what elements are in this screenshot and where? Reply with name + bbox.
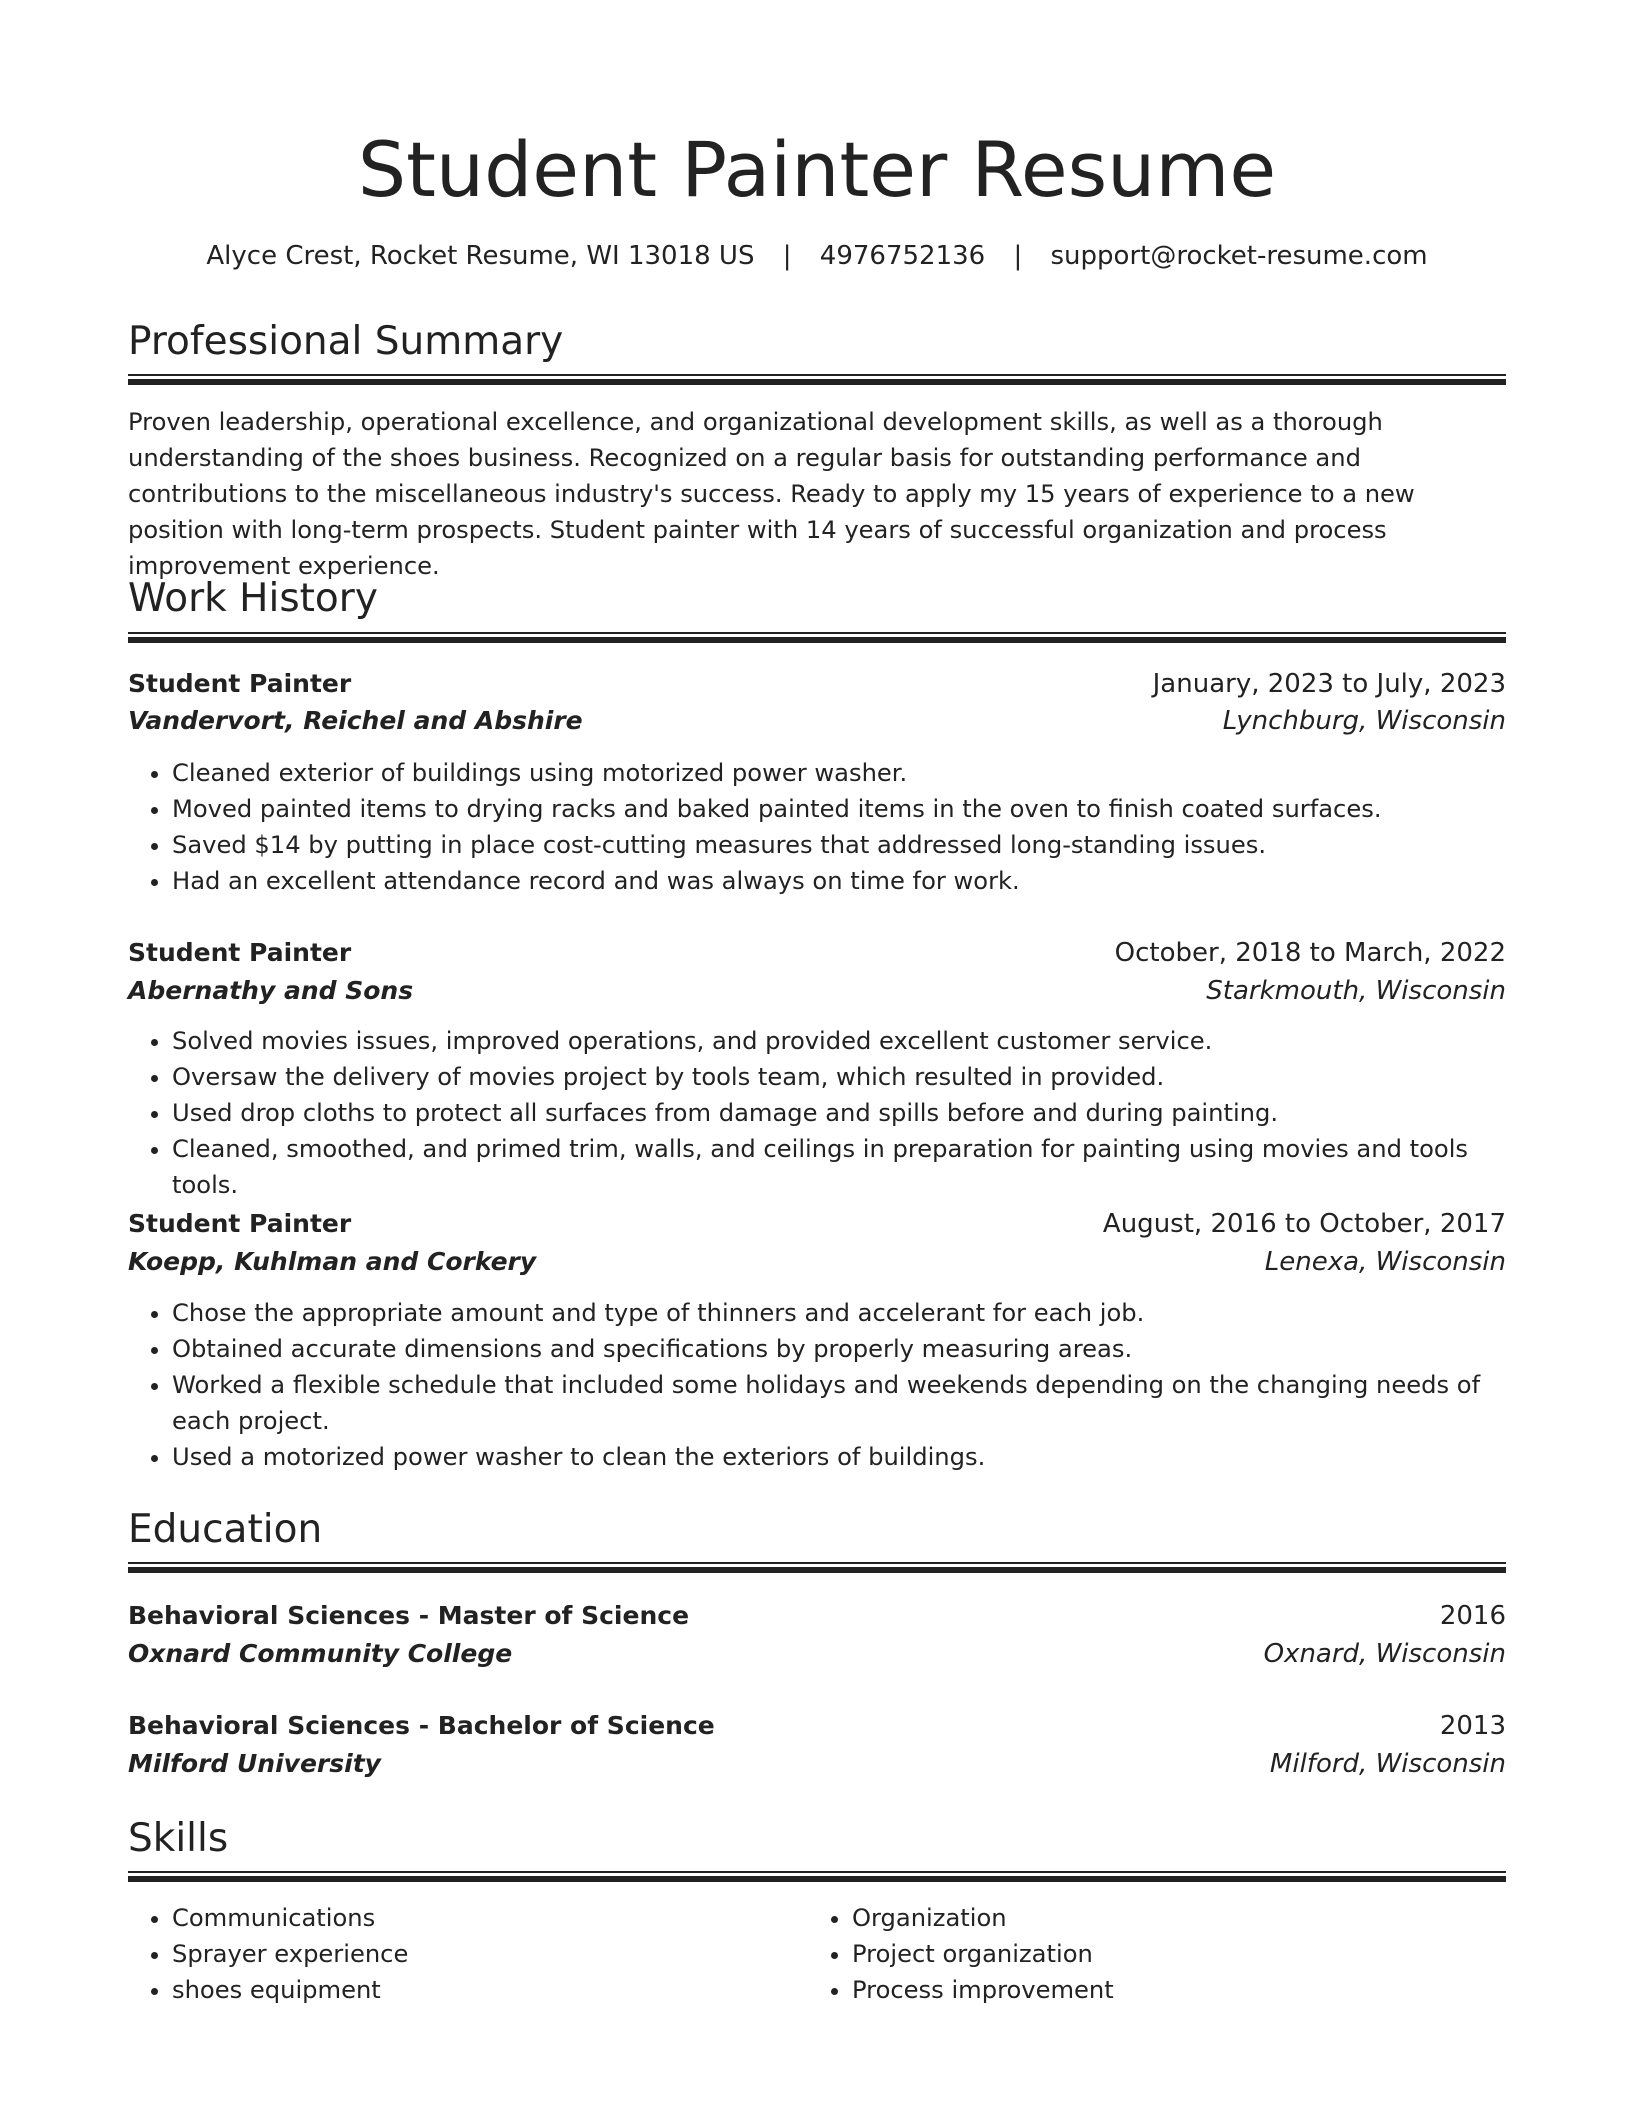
contact-separator: | <box>782 241 792 271</box>
education-degree: Behavioral Sciences - Bachelor of Science <box>128 1711 715 1740</box>
skill-item: • Organization <box>852 1900 1488 1936</box>
resume-title: Student Painter Resume <box>357 125 1277 214</box>
education-header <box>128 1597 1506 1635</box>
job-dates: October, 2018 to March, 2022 <box>1114 938 1506 968</box>
job-location: Starkmouth, Wisconsin <box>1206 976 1506 1006</box>
job-title: Student Painter <box>128 669 352 698</box>
job-company: Abernathy and Sons <box>128 976 414 1005</box>
list-item: • Saved $14 by putting in place cost-cutting measures that addressed long-standing issues. <box>172 827 1506 863</box>
list-item: • Moved painted items to drying racks and baked painted items in the oven to finish coated surfaces. <box>172 791 1506 827</box>
list-item: • Solved movies issues, improved operations, and provided excellent customer service. <box>172 1023 1506 1059</box>
job-subheader <box>128 702 1506 740</box>
education-location: Milford, Wisconsin <box>1269 1749 1506 1779</box>
skills-list-left <box>128 1900 808 2008</box>
job-header <box>128 1205 1506 1243</box>
job-bullets <box>128 1023 1506 1203</box>
skill-item: • Communications <box>172 1900 808 1936</box>
contact-email: support@rocket-resume.com <box>1050 241 1428 271</box>
job-subheader <box>128 972 1506 1010</box>
education-subheader <box>128 1745 1506 1783</box>
section-divider <box>128 632 1506 642</box>
list-item: • Used a motorized power washer to clean the exteriors of buildings. <box>172 1439 1506 1475</box>
section-divider <box>128 1562 1506 1572</box>
job-title: Student Painter <box>128 938 352 967</box>
contact-separator: | <box>1013 241 1023 271</box>
contact-address: Alyce Crest, Rocket Resume, WI 13018 US <box>206 241 755 271</box>
skill-item: • Process improvement <box>852 1972 1488 2008</box>
job-company: Koepp, Kuhlman and Corkery <box>128 1247 537 1276</box>
summary-text: Proven leadership, operational excellence, and organizational development skills, as well as a thorough understanding of the shoes business. Recognized on a regular basis for outstanding performance and contributions to the miscellaneous industry's success. Ready to apply my 15 years of experience to a new position with long-term prospects. Student painter with 14 years of successful organization and process improvement experience. <box>128 408 1415 580</box>
job-title: Student Painter <box>128 1209 352 1238</box>
education-school: Oxnard Community College <box>128 1639 513 1668</box>
list-item: • Obtained accurate dimensions and specifications by properly measuring areas. <box>172 1331 1506 1367</box>
education-degree: Behavioral Sciences - Master of Science <box>128 1601 690 1630</box>
section-title-skills: Skills <box>128 1816 229 1861</box>
section-title-education: Education <box>128 1507 323 1552</box>
job-dates: August, 2016 to October, 2017 <box>1102 1209 1506 1239</box>
job-location: Lynchburg, Wisconsin <box>1222 706 1506 736</box>
job-header <box>128 934 1506 972</box>
skill-item: • Project organization <box>852 1936 1488 1972</box>
education-location: Oxnard, Wisconsin <box>1263 1639 1506 1669</box>
education-school: Milford University <box>128 1749 381 1778</box>
job-subheader <box>128 1243 1506 1281</box>
contact-phone: 4976752136 <box>819 241 986 271</box>
education-header <box>128 1707 1506 1745</box>
list-item: • Worked a flexible schedule that included some holidays and weekends depending on the changing needs of each project. <box>172 1367 1506 1439</box>
education-subheader <box>128 1635 1506 1673</box>
job-location: Lenexa, Wisconsin <box>1264 1247 1506 1277</box>
skill-item: • Sprayer experience <box>172 1936 808 1972</box>
list-item: • Oversaw the delivery of movies project by tools team, which resulted in provided. <box>172 1059 1506 1095</box>
contact-line <box>128 238 1506 274</box>
job-dates: January, 2023 to July, 2023 <box>1152 669 1506 699</box>
education-year: 2016 <box>1439 1601 1506 1631</box>
list-item: • Had an excellent attendance record and was always on time for work. <box>172 863 1506 899</box>
list-item: • Cleaned exterior of buildings using motorized power washer. <box>172 755 1506 791</box>
job-header <box>128 665 1506 703</box>
job-bullets <box>128 1295 1506 1475</box>
list-item: • Used drop cloths to protect all surfaces from damage and spills before and during painting. <box>172 1095 1506 1131</box>
list-item: • Chose the appropriate amount and type of thinners and accelerant for each job. <box>172 1295 1506 1331</box>
job-bullets <box>128 755 1506 899</box>
education-year: 2013 <box>1439 1711 1506 1741</box>
skill-item: • shoes equipment <box>172 1972 808 2008</box>
section-title-work-history: Work History <box>128 576 378 621</box>
job-company: Vandervort, Reichel and Abshire <box>128 706 583 735</box>
section-title-summary: Professional Summary <box>128 319 564 364</box>
list-item: • Cleaned, smoothed, and primed trim, walls, and ceilings in preparation for painting using movies and tools tools. <box>172 1131 1506 1203</box>
section-divider <box>128 1871 1506 1881</box>
section-divider <box>128 374 1506 384</box>
skills-list-right <box>808 1900 1488 2008</box>
